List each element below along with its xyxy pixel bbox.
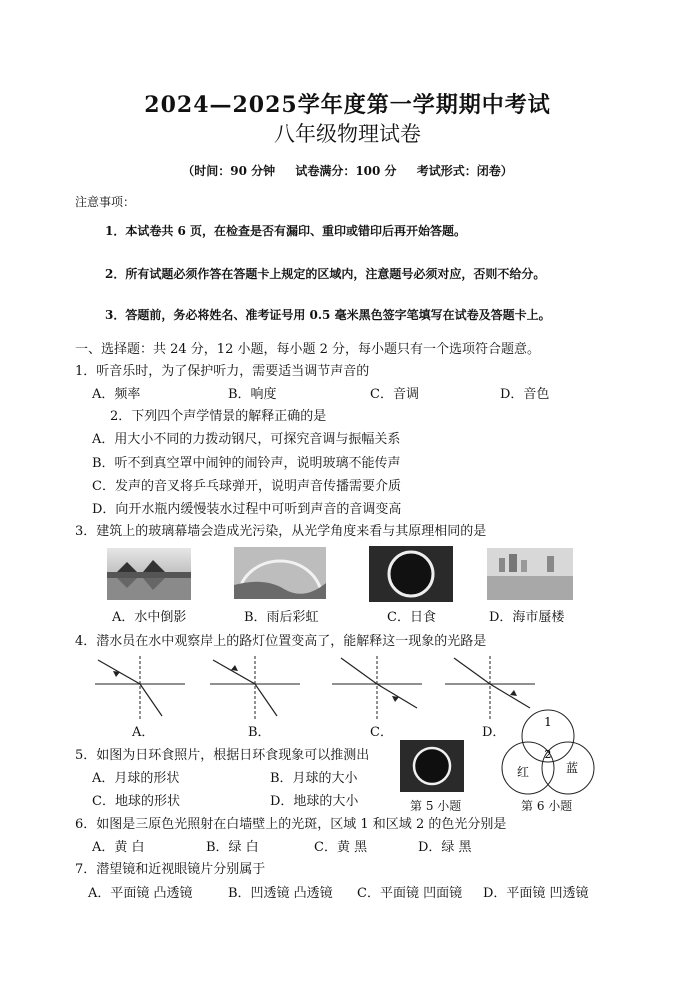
q5-option-a: A．月球的形状 [92,771,180,786]
q1-stem: 1．听音乐时，为了保护听力，需要适当调节声音的 [75,364,370,379]
mirage-photo [487,548,573,600]
q5-figure-caption: 第 5 小题 [410,799,462,813]
q2-stem: 2．下列四个声学情景的解释正确的是 [110,409,327,424]
rainbow-photo [234,547,326,599]
light-path-diagram-b [205,656,305,720]
q6-option-a: A．黄 白 [92,840,145,855]
venn-label-red: 红 [516,765,530,779]
q2-option-d: D．向开水瓶内缓慢装水过程中可听到声音的音调变高 [92,502,402,517]
q4-option-b: B． [248,725,271,740]
q7-option-d: D．平面镜 凹透镜 [483,886,589,901]
q3-option-c: C．日食 [387,610,436,625]
exam-subtitle: 八年级物理试卷 [274,122,421,146]
q6-stem: 6．如图是三原色光照射在白墙壁上的光斑，区域 1 和区域 2 的色光分别是 [75,817,507,832]
q3-option-a: A．水中倒影 [112,610,187,625]
q3-option-b: B．雨后彩虹 [244,610,319,625]
q1-option-c: C．音调 [370,387,419,402]
venn-label-2: 2 [544,748,552,761]
notice-item-3: 3．答题前，务必将姓名、准考证号用 0.5 毫米黑色签字笔填写在试卷及答题卡上。 [105,308,551,322]
q2-option-a: A．用大小不同的力拨动钢尺，可探究音调与振幅关系 [92,432,401,447]
q1-option-b: B．响度 [228,387,277,402]
exam-title: 2024—2025学年度第一学期期中考试 [144,92,551,118]
meta-time: （时间：90 分钟 [182,164,276,178]
q6-figure-caption: 第 6 小题 [521,799,573,813]
q4-option-c: C． [370,725,393,740]
q7-option-c: C．平面镜 凹面镜 [357,886,463,901]
q6-option-c: C．黄 黑 [314,840,368,855]
q2-option-c: C．发声的音叉将乒乓球弹开，说明声音传播需要介质 [92,479,401,494]
q7-option-a: A．平面镜 凸透镜 [88,886,193,901]
meta-full-score: 试卷满分：100 分 [295,164,397,178]
exam-meta [0,162,695,179]
q1-option-a: A．频率 [92,387,141,402]
q4-stem: 4．潜水员在水中观察岸上的路灯位置变高了，能解释这一现象的光路是 [75,634,487,649]
q5-option-b: B．月球的大小 [270,771,358,786]
light-path-diagram-c [327,656,427,720]
q4-option-a: A． [132,725,155,740]
notice-item-1: 1．本试卷共 6 页，在检查是否有漏印、重印或错印后再开始答题。 [105,224,467,238]
color-venn-diagram [496,706,606,798]
q6-option-d: D．绿 黑 [418,840,472,855]
eclipse-photo [369,546,453,602]
q4-option-d: D． [482,725,506,740]
light-path-diagram-a [90,656,190,720]
reflection-photo [107,548,191,600]
annular-eclipse-photo [400,740,464,792]
q5-option-c: C．地球的形状 [92,794,180,809]
meta-form: 考试形式：闭卷） [416,164,513,178]
notice-item-2: 2．所有试题必须作答在答题卡上规定的区域内，注意题号必须对应，否则不给分。 [105,267,546,281]
q2-option-b: B．听不到真空罩中闹钟的闹铃声，说明玻璃不能传声 [92,456,401,471]
q5-stem: 5．如图为日环食照片，根据日环食现象可以推测出 [75,748,370,763]
notice-heading: 注意事项： [75,195,136,209]
q6-option-b: B．绿 白 [206,840,259,855]
q7-option-b: B．凹透镜 凸透镜 [228,886,333,901]
q7-stem: 7．潜望镜和近视眼镜片分别属于 [75,862,266,877]
q3-option-d: D．海市蜃楼 [489,610,565,625]
q3-stem: 3．建筑上的玻璃幕墙会造成光污染，从光学角度来看与其原理相同的是 [75,524,487,539]
section-heading: 一、选择题：共 24 分，12 小题，每小题 2 分，每小题只有一个选项符合题意。 [75,342,541,357]
venn-label-blue: 蓝 [565,761,579,775]
venn-label-1: 1 [544,715,552,729]
q1-option-d: D．音色 [500,387,550,402]
q5-option-d: D．地球的大小 [270,794,359,809]
